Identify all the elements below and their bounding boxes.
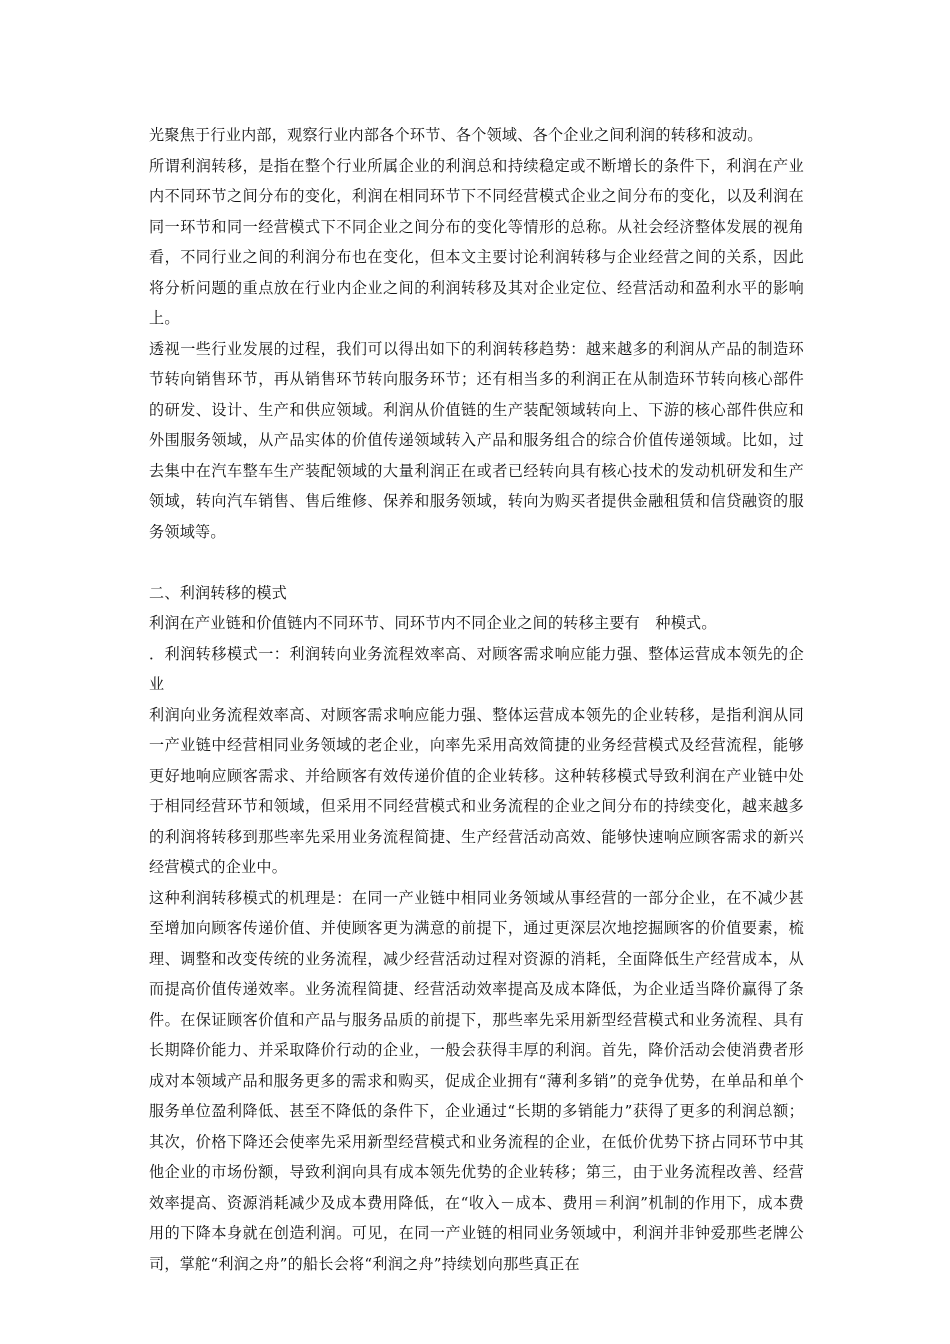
paragraph-mode-one-mechanism: 这种利润转移模式的机理是：在同一产业链中相同业务领域从事经营的一部分企业，在不减少甚至增加向顾客传递价值、并使顾客更为满意的前提下，通过更深层次地挖掘顾客的价值要素，梳理、调整和改变传统的业务流程，减少经营活动过程对资源的消耗，全面降低生产经营成本，从而提高价值传递效率。业务流程简捷、经营活动效率提高及成本降低，为企业适当降价赢得了条件。在保证顾客价值和产品与服务品质的前提下，那些率先采用新型经营模式和业务流程、具有长期降价能力、并采取降价行动的企业，一般会获得丰厚的利润。首先，降价活动会使消费者形成对本领域产品和服务更多的需求和购买，促成企业拥有“薄利多销”的竞争优势，在单品和单个服务单位盈利降低、甚至不降低的条件下，企业通过“长期的多销能力”获得了更多的利润总额；其次，价格下降还会使率先采用新型经营模式和业务流程的企业，在低价优势下挤占同环节中其他企业的市场份额，导致利润向具有成本领先优势的企业转移；第三，由于业务流程改善、经营效率提高、资源消耗减少及成本费用降低，在“收入－成本、费用＝利润”机制的作用下，成本费用的下降本身就在创造利润。可见，在同一产业链的相同业务领域中，利润并非钟爱那些老牌公司，掌舵“利润之舟”的船长会将“利润之舟”持续划向那些真正在 [149,888,804,1273]
paragraph-profit-transfer-trends: 透视一些行业发展的过程，我们可以得出如下的利润转移趋势：越来越多的利润从产品的制造环节转向销售环节，再从销售环节转向服务环节；还有相当多的利润正在从制造环节转向核心部件的研发、设计、生产和供应领域。利润从价值链的生产装配领域转向上、下游的核心部件供应和外围服务领域，从产品实体的价值传递领域转入产品和服务组合的综合价值传递领域。比如，过去集中在汽车整车生产装配领域的大量利润正在或者已经转向具有核心技术的发动机研发和生产领域，转向汽车销售、售后维修、保养和服务领域，转向为购买者提供金融租赁和信贷融资的服务领域等。 [149,339,804,541]
paragraph-mode-one-description: 利润向业务流程效率高、对顾客需求响应能力强、整体运营成本领先的企业转移，是指利润从同一产业链中经营相同业务领域的老企业，向率先采用高效简捷的业务经营模式及经营流程，能够更好地响应顾客需求、并给顾客有效传递价值的企业转移。这种转移模式导致利润在产业链中处于相同经营环节和领域，但采用不同经营模式和业务流程的企业之间分布的持续变化，越来越多的利润将转移到那些率先采用业务流程简捷、生产经营活动高效、能够快速响应顾客需求的新兴经营模式的企业中。 [149,705,804,876]
section-heading: 二、利润转移的模式 [149,583,288,602]
blank-line [149,547,804,578]
paragraph-intro-continuation: 光聚焦于行业内部，观察行业内部各个环节、各个领域、各个企业之间利润的转移和波动。 [149,126,763,144]
document-body [149,120,804,1279]
paragraph-profit-transfer-definition: 所谓利润转移，是指在整个行业所属企业的利润总和持续稳定或不断增长的条件下，利润在产业内不同环节之间分布的变化，利润在相同环节下不同经营模式企业之间分布的变化，以及利润在同一环节和同一经营模式下不同企业之间分布的变化等情形的总称。从社会经济整体发展的视角看，不同行业之间的利润分布也在变化，但本文主要讨论利润转移与企业经营之间的关系，因此将分析问题的重点放在行业内企业之间的利润转移及其对企业定位、经营活动和盈利水平的影响上。 [149,156,804,327]
subheading-mode-one: ．利润转移模式一：利润转向业务流程效率高、对顾客需求响应能力强、整体运营成本领先的企业 [149,644,804,693]
paragraph-modes-intro: 利润在产业链和价值链内不同环节、同环节内不同企业之间的转移主要有 种模式。 [149,614,717,632]
